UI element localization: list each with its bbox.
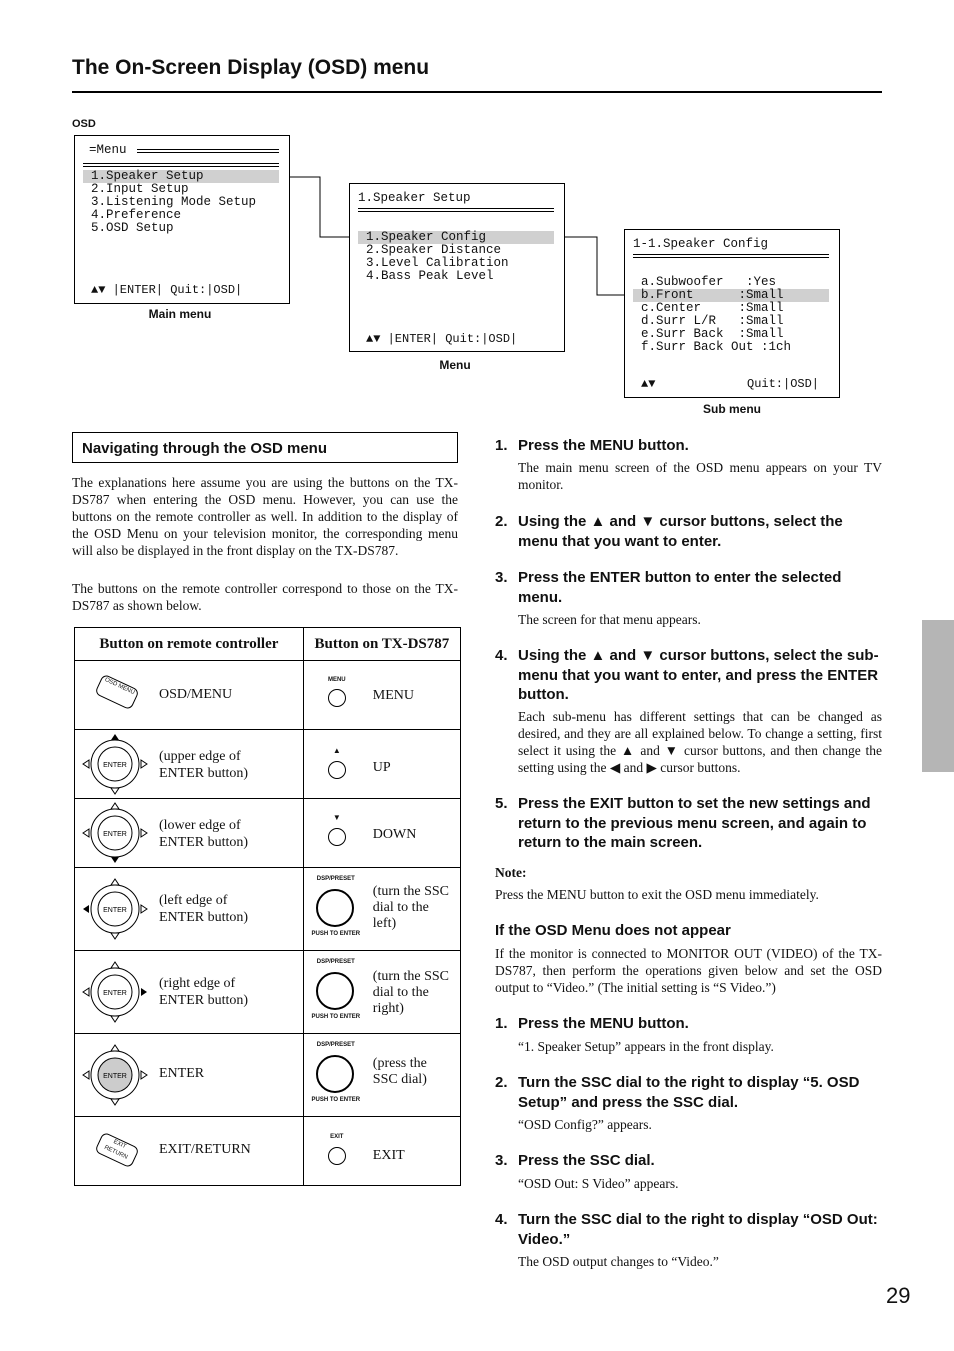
menu-item[interactable]: 2.Speaker Distance (366, 243, 502, 257)
submenu-item[interactable]: f.Surr Back Out :1ch (641, 340, 792, 354)
exit-unit-button[interactable] (328, 1147, 346, 1165)
enter-pad-left-icon[interactable] (81, 877, 149, 941)
unit-label: (press the SSC dial) (372, 1056, 427, 1087)
remote-label: EXIT/RETURN (159, 1142, 251, 1157)
svg-text:ENTER: ENTER (103, 907, 127, 914)
unit-label: DOWN (372, 827, 417, 842)
step-3-body: The screen for that menu appears. (518, 612, 701, 627)
note-label: Note: (495, 865, 527, 880)
main-menu-item[interactable]: 4.Preference (91, 208, 182, 222)
enter-pad-right-icon[interactable] (81, 960, 149, 1024)
menu-footer: ▲▼ |ENTER| Quit:|OSD| (366, 332, 518, 346)
step-4-body: Each sub-menu has different settings that can be changed as desired, and they are all explained below. To change a setting, first select it using the ▲ and ▼ cursor buttons, and then change the setting using the ◀ and ▶ cursor buttons. (518, 709, 882, 775)
unit-label: (turn the SSC dial to the right) (372, 969, 450, 1016)
unit-icon-label: EXIT (330, 1134, 344, 1140)
col-header-remote: Button on remote controller (75, 628, 304, 661)
main-menu-item[interactable]: 2.Input Setup (91, 182, 189, 196)
osd-menu-remote-button[interactable]: OSD MENU (94, 674, 140, 711)
enter-pad-up-icon[interactable] (81, 732, 149, 796)
main-menu-item[interactable]: 1.Speaker Setup (83, 170, 279, 183)
menu-screen (349, 183, 565, 352)
push-to-enter-label: PUSH TO ENTER (311, 1014, 361, 1020)
submenu-caption: Sub menu (702, 402, 761, 416)
svg-text:ENTER: ENTER (103, 1073, 127, 1080)
submenu-item[interactable]: a.Subwoofer :Yes (641, 275, 777, 289)
enter-pad-center-icon[interactable] (81, 1043, 149, 1107)
col-header-unit: Button on TX-DS787 (303, 628, 460, 661)
submenu-footer-quit: Quit:|OSD| (747, 377, 820, 391)
menu-unit-button[interactable] (328, 689, 346, 707)
main-menu-header: =Menu (89, 143, 127, 157)
nav-heading: Navigating through the OSD menu (72, 432, 458, 463)
main-menu-item[interactable]: 3.Listening Mode Setup (91, 195, 257, 209)
up-unit-button[interactable] (328, 761, 346, 779)
no-osd-heading: If the OSD Menu does not appear (495, 922, 731, 939)
note-text: Press the MENU button to exit the OSD menu immediately. (495, 887, 819, 902)
unit-icon-label: DSP/PRESET (316, 1042, 355, 1048)
submenu-item[interactable]: d.Surr L/R :Small (641, 314, 784, 328)
no-osd-step-4-body: The OSD output changes to “Video.” (518, 1254, 719, 1269)
remote-label: (lower edge of ENTER button) (159, 818, 249, 850)
menu-caption: Menu (439, 358, 471, 372)
no-osd-step-1-body: “1. Speaker Setup” appears in the front display. (518, 1039, 774, 1054)
remote-label: ENTER (159, 1066, 205, 1081)
main-menu-item[interactable]: 5.OSD Setup (91, 221, 174, 235)
push-to-enter-label: PUSH TO ENTER (311, 1097, 361, 1103)
enter-pad-down-icon[interactable] (81, 801, 149, 865)
remote-label: (left edge of ENTER button) (159, 893, 249, 925)
submenu-screen (624, 229, 840, 398)
menu-header: 1.Speaker Setup (358, 191, 471, 205)
remote-label: (right edge of ENTER button) (159, 976, 249, 1008)
submenu-header: 1-1.Speaker Config (633, 237, 769, 251)
menu-item[interactable]: 1.Speaker Config (358, 231, 554, 244)
svg-text:ENTER: ENTER (103, 831, 127, 838)
menu-item[interactable]: 4.Bass Peak Level (366, 269, 494, 283)
menu-item[interactable]: 3.Level Calibration (366, 256, 509, 270)
submenu-item[interactable]: c.Center :Small (641, 301, 784, 315)
remote-label: OSD/MENU (159, 687, 233, 702)
remote-label: (upper edge of ENTER button) (159, 749, 249, 781)
nav-paragraph-1: The explanations here assume you are using the buttons on the TX-DS787 when entering the OSD menu. However, you can use the buttons on the remote controller as well. In addition to the display of the OSD Menu on your television monitor, the corresponding menu will also be displayed in the front display on the TX-DS787. (72, 475, 458, 558)
no-osd-step-2-body: “OSD Config?” appears. (518, 1117, 652, 1132)
submenu-footer-arrows: ▲▼ (641, 377, 656, 391)
nav-paragraph-2: The buttons on the remote controller correspond to those on the TX-DS787 as shown below. (72, 581, 458, 613)
page-title: The On-Screen Display (OSD) menu (72, 56, 430, 79)
ssc-dial-left[interactable] (316, 889, 354, 927)
exit-return-remote-button[interactable]: EXIT RETURN (94, 1132, 140, 1169)
svg-text:ENTER: ENTER (103, 990, 127, 997)
ssc-dial-right[interactable] (316, 972, 354, 1010)
unit-label: UP (372, 760, 391, 775)
unit-label: (turn the SSC dial to the left) (372, 884, 450, 931)
unit-label: EXIT (372, 1148, 405, 1163)
no-osd-step-3-body: “OSD Out: S Video” appears. (518, 1176, 679, 1191)
unit-icon-label: DSP/PRESET (316, 876, 355, 882)
push-to-enter-label: PUSH TO ENTER (311, 931, 361, 937)
down-unit-button[interactable] (328, 828, 346, 846)
ssc-dial-press[interactable] (316, 1055, 354, 1093)
button-table (74, 627, 461, 1186)
no-osd-text: If the monitor is connected to MONITOR OUT (VIDEO) of the TX-DS787, then perform the operations given below and set the OSD output to “Video.” (The initial setting is “S Video.”) (495, 946, 882, 995)
main-menu-caption: Main menu (148, 307, 212, 321)
main-menu-screen (74, 135, 290, 304)
submenu-item[interactable]: b.Front :Small (633, 289, 829, 302)
unit-icon-label: DSP/PRESET (316, 959, 355, 965)
osd-label: OSD (72, 118, 96, 130)
page-number: 29 (886, 1283, 911, 1308)
unit-icon-label: ▼ (332, 813, 341, 822)
svg-text:ENTER: ENTER (103, 762, 127, 769)
unit-icon-label: ▲ (332, 746, 341, 755)
submenu-item[interactable]: e.Surr Back :Small (641, 327, 784, 341)
step-1-body: The main menu screen of the OSD menu appears on your TV monitor. (518, 460, 882, 492)
side-tab (922, 620, 954, 772)
unit-label: MENU (372, 688, 415, 703)
main-menu-footer: ▲▼ |ENTER| Quit:|OSD| (91, 283, 243, 297)
unit-icon-label: MENU (327, 677, 346, 683)
